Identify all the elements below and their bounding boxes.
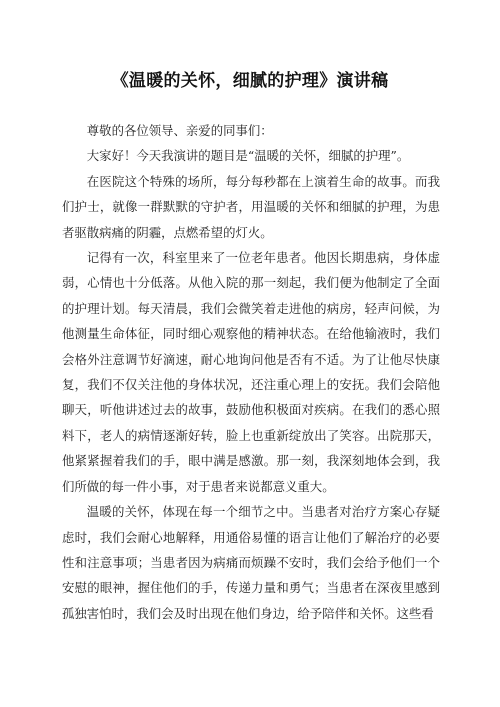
page-title: 《温暖的关怀，细腻的护理》演讲稿	[111, 71, 389, 91]
salutation-paragraph: 尊敬的各位领导、亲爱的同事们：	[86, 123, 273, 138]
speech-body	[62, 118, 440, 626]
details-paragraph: 温暖的关怀，体现在每一个细节之中。当患者对治疗方案心存疑虑时，我们会耐心地解释，用通俗易懂的语言让他们了解治疗的必要性和注意事项；当患者因为病痛而烦躁不安时，我们会给予他们一个安慰的眼神，握住他们的手，传递力量和勇气；当患者在深夜里感到孤独害怕时，我们会及时出现在他们身边，给予陪伴和关怀。这些看	[62, 504, 440, 621]
story-paragraph: 记得有一次，科室里来了一位老年患者。他因长期患病，身体虚弱，心情也十分低落。从他入院的那一刻起，我们便为他制定了全面的护理计划。每天清晨，我们会微笑着走进他的病房，轻声问候，为他测量生命体征，同时细心观察他的精神状态。在给他输液时，我们会格外注意调节好滴速，耐心地询问他是否有不适。为了让他尽快康复，我们不仅关注他的身体状况，还注重心理上的安抚。我们会陪他聊天，听他讲述过去的故事，鼓励他积极面对疾病。在我们的悉心照料下，老人的病情逐渐好转，脸上也重新绽放出了笑容。出院那天，他紧紧握着我们的手，眼中满是感激。那一刻，我深刻地体会到，我们所做的每一件小事，对于患者来说都意义重大。	[62, 250, 440, 494]
greeting-paragraph: 大家好！今天我演讲的题目是“温暖的关怀，细腻的护理”。	[86, 148, 410, 164]
intro-paragraph: 在医院这个特殊的场所，每分每秒都在上演着生命的故事。而我们护士，就像一群默默的守护者，用温暖的关怀和细腻的护理，为患者驱散病痛的阴霾，点燃希望的灯火。	[62, 173, 440, 240]
